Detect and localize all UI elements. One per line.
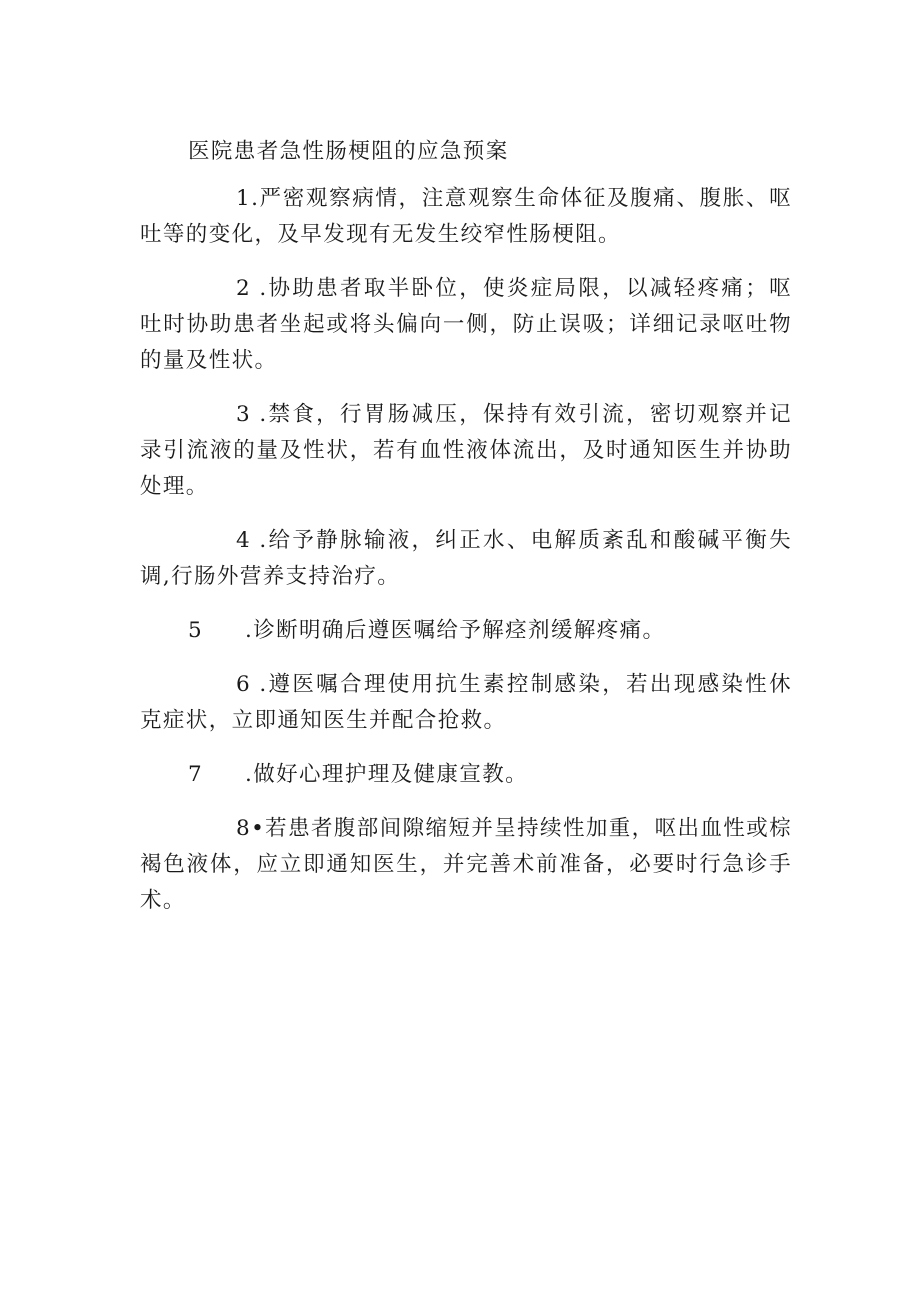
- list-item-8: [140, 811, 792, 919]
- item-text: .诊断明确后遵医嘱给予解痉剂缓解疼痛。: [245, 618, 666, 643]
- list-item-1: [140, 181, 792, 253]
- list-item-2: [140, 271, 792, 379]
- item-number: 4 .: [236, 528, 268, 553]
- list-item-7: [140, 757, 792, 793]
- item-text: 协助患者取半卧位，使炎症局限，以减轻疼痛；呕吐时协助患者坐起或将头偏向一侧，防止误吸；详细记录呕吐物的量及性状。: [140, 276, 792, 373]
- item-number: 6 .: [236, 672, 268, 697]
- item-text: 给予静脉输液，纠正水、电解质紊乱和酸碱平衡失调,行肠外营养支持治疗。: [140, 528, 792, 589]
- item-text: 禁食，行胃肠减压，保持有效引流，密切观察并记录引流液的量及性状，若有血性液体流出，及时通知医生并协助处理。: [140, 402, 792, 499]
- list-item-6: [140, 667, 792, 739]
- item-text: .做好心理护理及健康宣教。: [245, 762, 529, 787]
- list-item-4: [140, 523, 792, 595]
- item-number: 7: [188, 762, 204, 787]
- list-item-5: [140, 613, 792, 649]
- item-number: 1.: [236, 186, 260, 211]
- document-title: 医院患者急性肠梗阻的应急预案: [188, 139, 509, 164]
- item-number: 3 .: [236, 402, 268, 427]
- item-text: 严密观察病情，注意观察生命体征及腹痛、腹胀、呕吐等的变化，及早发现有无发生绞窄性肠梗阻。: [140, 186, 792, 247]
- list-item-3: [140, 397, 792, 505]
- item-text: 遵医嘱合理使用抗生素控制感染，若出现感染性休克症状，立即通知医生并配合抢救。: [140, 672, 792, 733]
- document-body: [140, 134, 792, 937]
- item-number: 8•: [236, 816, 266, 841]
- item-number: 5: [188, 618, 204, 643]
- item-text: 若患者腹部间隙缩短并呈持续性加重，呕出血性或棕褐色液体，应立即通知医生，并完善术前准备，必要时行急诊手术。: [140, 816, 792, 913]
- item-number: 2 .: [236, 276, 268, 301]
